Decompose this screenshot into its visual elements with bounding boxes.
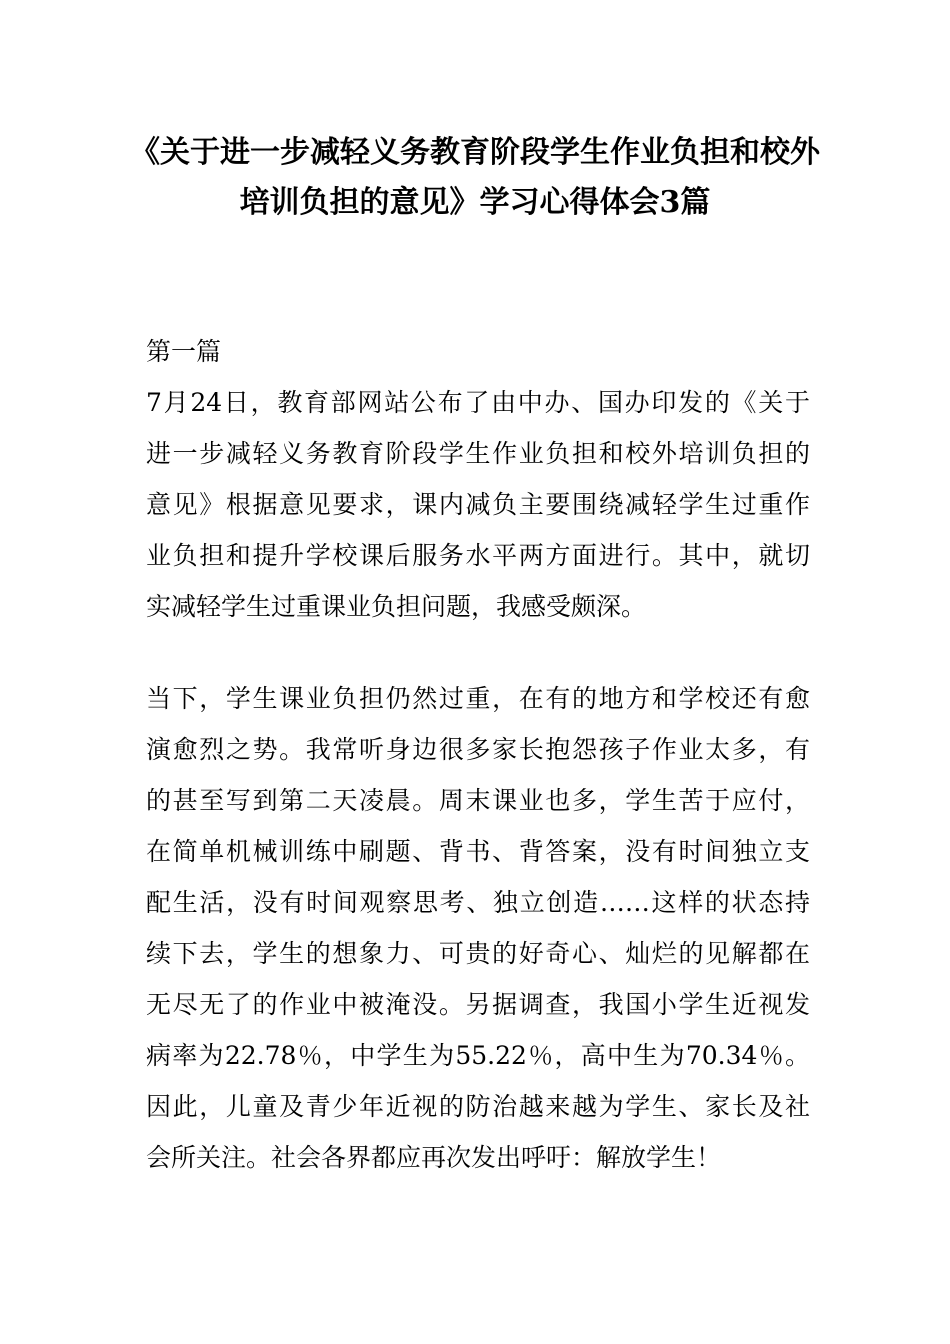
paragraph-line: 进一步减轻义务教育阶段学生作业负担和校外培训负担的 — [146, 439, 810, 468]
title-line-1: 《关于进一步减轻义务教育阶段学生作业负担和校外 — [130, 135, 820, 170]
paragraph-line: 在简单机械训练中刷题、背书、背答案，没有时间独立支 — [146, 837, 810, 866]
paragraph-line: 续下去，学生的想象力、可贵的好奇心、灿烂的见解都在 — [146, 939, 810, 968]
document-title — [100, 128, 850, 228]
section-heading — [146, 326, 810, 377]
section-heading-text: 第一篇 — [146, 337, 222, 366]
paragraph-line: 配生活，没有时间观察思考、独立创造……这样的状态持 — [146, 888, 810, 917]
paragraph-line: 业负担和提升学校课后服务水平两方面进行。其中，就切 — [146, 541, 810, 570]
paragraph-line: 会所关注。社会各界都应再次发出呼吁：解放学生！ — [146, 1143, 722, 1172]
paragraph-line: 演愈烈之势。我常听身边很多家长抱怨孩子作业太多，有 — [146, 735, 810, 764]
paragraph-line: 意见》根据意见要求，课内减负主要围绕减轻学生过重作 — [146, 490, 810, 519]
paragraph-2 — [146, 673, 810, 1183]
paragraph-line: 实减轻学生过重课业负担问题，我感受颇深。 — [146, 592, 647, 621]
paragraph-line: 当下，学生课业负担仍然过重，在有的地方和学校还有愈 — [146, 684, 810, 713]
title-line-2: 培训负担的意见》学习心得体会3篇 — [239, 185, 711, 220]
paragraph-line: 因此，儿童及青少年近视的防治越来越为学生、家长及社 — [146, 1092, 810, 1121]
paragraph-line: 7月24日，教育部网站公布了由中办、国办印发的《关于 — [146, 388, 810, 417]
paragraph-line: 病率为22.78％，中学生为55.22％，高中生为70.34％。 — [146, 1041, 810, 1070]
paragraph-line: 无尽无了的作业中被淹没。另据调查，我国小学生近视发 — [146, 990, 810, 1019]
paragraph-1 — [146, 377, 810, 632]
paragraph-line: 的甚至写到第二天凌晨。周末课业也多，学生苦于应付， — [146, 786, 810, 815]
